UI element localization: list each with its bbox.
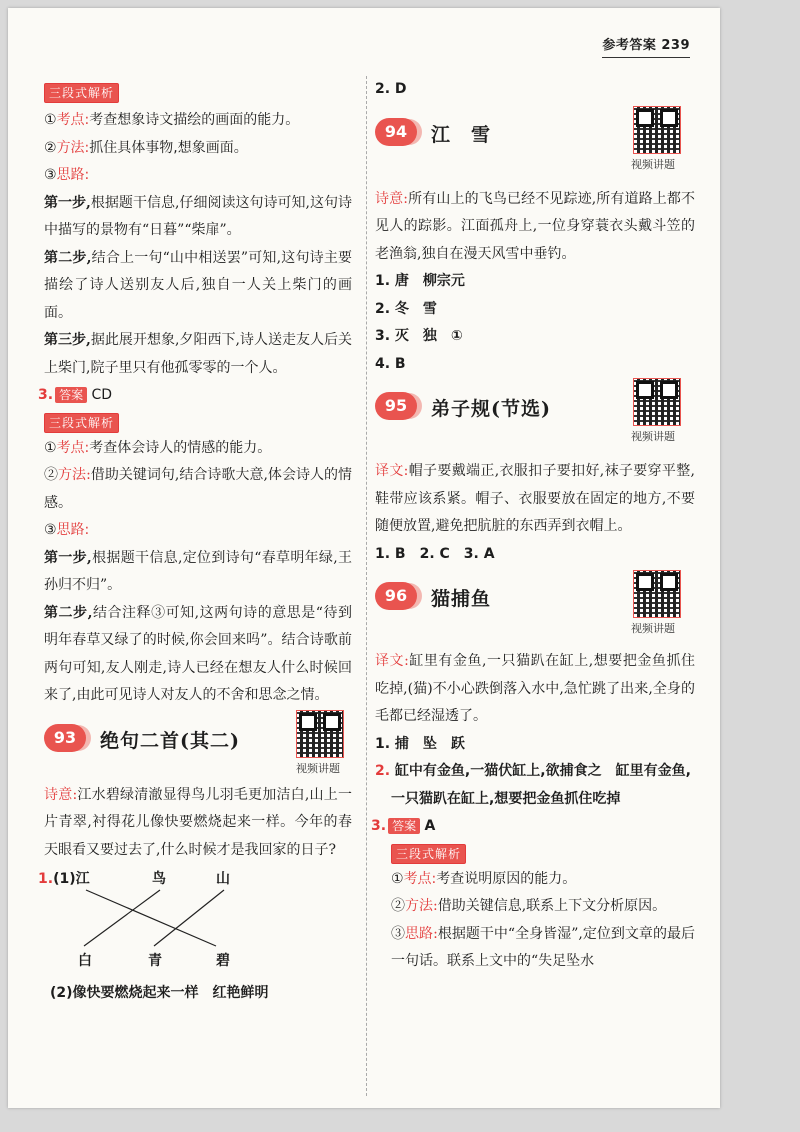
matching-exercise: [38, 864, 352, 984]
step-3: 第三步,据此展开想象,夕阳西下,诗人送走友人后关上柴门,院子里只有他孤零零的一个人。: [44, 332, 352, 376]
answer-1: 1. 捕 坠 跃: [375, 735, 465, 752]
poem-meaning: 诗意:江水碧绿清澈显得鸟儿羽毛更加洁白,山上一片青翠,衬得花儿像快要燃烧起来一样。今年的春天眼看又要过去了,什么时候才是我回家的日子?: [44, 786, 352, 858]
page: [8, 8, 720, 1108]
answer-1: 1. 唐 柳宗元: [375, 273, 465, 289]
qr-code-icon[interactable]: [633, 378, 681, 426]
section-title: 弟子规(节选): [431, 398, 551, 420]
step-2: 第二步,结合上一句“山中相送罢”可知,这句诗主要描绘了诗人送别友人后,独自一人关上柴门的画面。: [44, 249, 353, 321]
step-2: 第二步,结合注释③可知,这两句诗的意思是“待到明年春草又绿了的时候,你会回来吗”。结合诗歌前两句可知,友人刚走,诗人已经在想友人什么时候回来了,由此可见诗人对友人的不舍和思念之情。: [44, 604, 353, 703]
poem-meaning: 诗意:所有山上的飞鸟已经不见踪迹,所有道路上都不见人的踪影。江面孤舟上,一位身穿蓑衣头戴斗笠的老渔翁,独自在漫天风雪中垂钓。: [375, 190, 695, 262]
answer-3: 3. 灭 独 ①: [375, 328, 463, 344]
section-95-header: [375, 378, 695, 444]
step-1: 第一步,根据题干信息,仔细阅读这句诗可知,这句诗中描写的景物有“日暮”“柴扉”。: [44, 194, 352, 238]
translation: 译文:缸里有金鱼,一只猫趴在缸上,想要把金鱼抓住吃掉,(猫)不小心跌倒落入水中,急忙跳了出来,全身的毛都已经湿透了。: [375, 653, 695, 724]
column-divider: [366, 76, 367, 1096]
match-bottom-3: 碧: [216, 953, 230, 969]
translation: 译文:帽子要戴端正,衣服扣子要扣好,袜子要穿平整,鞋带应该系紧。帽子、衣服要放在固定的地方,不要随便放置,避免把肮脏的东西弄到衣帽上。: [375, 463, 696, 534]
section-number-badge: 94: [375, 118, 417, 146]
qr-code-icon[interactable]: [633, 106, 681, 154]
answer-4: 4. B: [375, 355, 406, 372]
section-96-header: [375, 568, 695, 634]
kaodian-line: ①考点:考查体会诗人的情感的能力。: [44, 439, 272, 456]
section-number-badge: 93: [44, 724, 86, 752]
match-top-3: 山: [216, 871, 230, 887]
fangfa-line: ②方法:借助关键信息,联系上下文分析原因。: [391, 898, 667, 914]
answers-row: 1. B 2. C 3. A: [375, 545, 495, 562]
section-94-header: [375, 104, 695, 170]
section-title: 绝句二首(其二): [100, 729, 240, 752]
match-top-2: 鸟: [152, 871, 166, 887]
analysis-tag: 三段式解析: [44, 83, 119, 103]
answer-2: 2. 缸中有金鱼,一猫伏缸上,欲捕食之 缸里有金鱼,一只猫趴在缸上,想要把金鱼抓住吃掉: [375, 763, 691, 807]
q3-answer: 3. 答案 CD: [38, 387, 113, 403]
qr-label: 视频讲题: [631, 622, 675, 635]
section-title: 猫捕鱼: [431, 588, 492, 610]
silu-line: ③思路:: [44, 522, 90, 538]
analysis-tag: 三段式解析: [391, 844, 466, 864]
qr-code-icon[interactable]: [633, 570, 681, 618]
right-column: [371, 81, 696, 976]
silu-line: ③思路:根据题干中“全身皆湿”,定位到文章的最后一句话。联系上文中的“失足坠水: [391, 925, 696, 969]
section-number-badge: 95: [375, 392, 417, 420]
left-column: [38, 82, 353, 1008]
match-bottom-1: 白: [78, 953, 92, 969]
answer-3: 3. 答案 A: [371, 818, 436, 834]
match-bottom-2: 青: [148, 953, 162, 969]
qr-label: 视频讲题: [631, 430, 675, 443]
qr-code-icon[interactable]: [296, 710, 344, 758]
step-1: 第一步,根据题干信息,定位到诗句“春草明年绿,王孙归不归”。: [44, 549, 352, 593]
fangfa-line: ②方法:借助关键词句,结合诗歌大意,体会诗人的情感。: [44, 467, 353, 511]
silu-line: ③思路:: [44, 167, 90, 183]
page-header: 参考答案 239: [602, 34, 690, 58]
kaodian-line: ①考点:考查想象诗文描绘的画面的能力。: [44, 112, 300, 128]
section-number-badge: 96: [375, 582, 417, 610]
fangfa-line: ②方法:抓住具体事物,想象画面。: [44, 139, 248, 156]
q2-answer: 2. D: [375, 81, 407, 97]
answer-2: 2. 冬 雪: [375, 300, 437, 317]
qr-label: 视频讲题: [296, 761, 340, 775]
q1-part2: (2)像快要燃烧起来一样 红艳鲜明: [50, 985, 269, 1001]
section-93-header: [44, 710, 352, 776]
kaodian-line: ①考点:考查说明原因的能力。: [391, 870, 577, 887]
qr-label: 视频讲题: [631, 157, 675, 171]
analysis-body: [375, 866, 695, 976]
match-question-number: 1.(1)江: [38, 871, 90, 887]
analysis-tag: 三段式解析: [44, 413, 119, 433]
section-title: 江 雪: [431, 123, 492, 146]
